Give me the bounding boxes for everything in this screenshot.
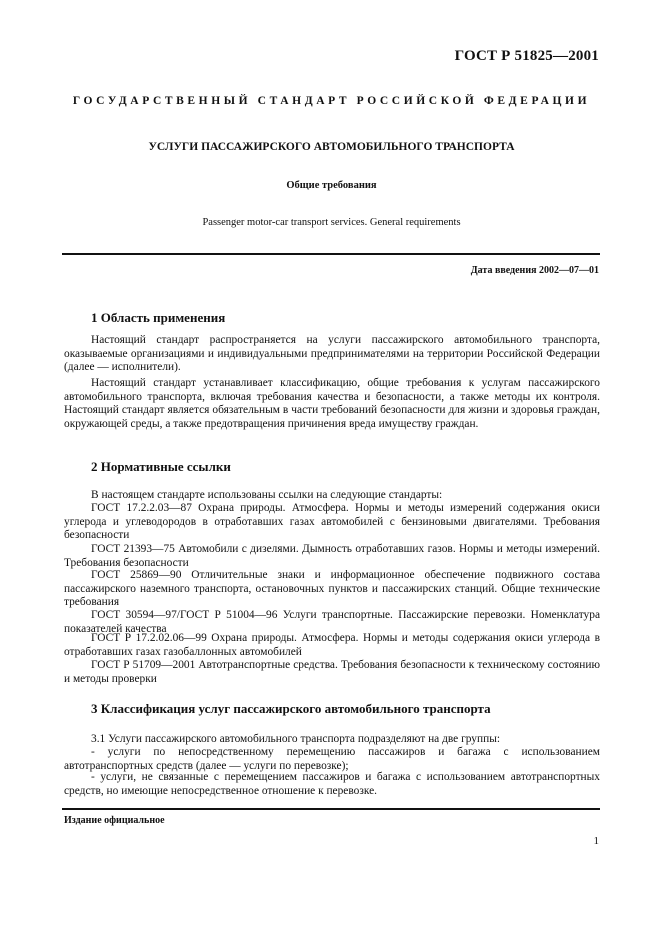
document-title: УСЛУГИ ПАССАЖИРСКОГО АВТОМОБИЛЬНОГО ТРАНСПОРТА (148, 141, 515, 153)
edition-note: Издание официальное (64, 815, 165, 826)
reference-item: ГОСТ Р 51709—2001 Автотранспортные средства. Требования безопасности к техническому состоянию и методы проверки (64, 659, 600, 685)
section-1-paragraph: Настоящий стандарт устанавливает классификацию, общие требования к услугам пассажирского автомобильного транспорта, включая требования качества и безопасности, а также методы их контроля. Настоящий стандарт является обязательным в части требований безопасности для жизни и здоровья граждан, окружающей среды, а также предотвращения причинения вреда имуществу граждан. (64, 377, 600, 430)
reference-item: ГОСТ 21393—75 Автомобили с дизелями. Дымность отработавших газов. Нормы и методы измерений. Требования безопасности (64, 543, 600, 569)
state-standard-heading: ГОСУДАРСТВЕННЫЙ СТАНДАРТ РОССИЙСКОЙ ФЕДЕРАЦИИ (72, 95, 591, 107)
document-subtitle: Общие требования (286, 180, 377, 191)
section-1-heading: 1 Область применения (91, 310, 226, 325)
reference-intro: В настоящем стандарте использованы ссылки на следующие стандарты: (91, 489, 443, 501)
top-divider (62, 253, 600, 255)
reference-item: ГОСТ 17.2.2.03—87 Охрана природы. Атмосфера. Нормы и методы измерений содержания окиси углерода и углеводородов в отработавших газах автомобилей с бензиновыми двигателями. Требования безопасности (64, 502, 600, 541)
standard-number: ГОСТ Р 51825—2001 (454, 48, 599, 64)
reference-item: ГОСТ Р 17.2.02.06—99 Охрана природы. Атмосфера. Нормы и методы содержания окиси углерода в отработавших газах газобаллонных автомобилей (64, 632, 600, 658)
section-2-heading: 2 Нормативные ссылки (91, 459, 231, 474)
section-1-paragraph: Настоящий стандарт распространяется на услуги пассажирского автомобильного транспорта, оказываемые организациями и индивидуальными предпринимателями на территории Российской Федерации (далее — исполнители). (64, 334, 600, 373)
clause-3-1: 3.1 Услуги пассажирского автомобильного транспорта подразделяют на две группы: (91, 733, 501, 745)
clause-list-item: - услуги по непосредственному перемещению пассажиров и багажа с использованием автотранспортных средств (далее — услуги по перевозке); (64, 746, 600, 772)
bottom-divider (62, 808, 600, 810)
section-3-heading: 3 Классификация услуг пассажирского автомобильного транспорта (91, 701, 491, 716)
reference-item: ГОСТ 30594—97/ГОСТ Р 51004—96 Услуги транспортные. Пассажирские перевозки. Номенклатура показателей качества (64, 609, 600, 635)
reference-item: ГОСТ 25869—90 Отличительные знаки и информационное обеспечение подвижного состава пассажирского наземного транспорта, остановочных пунктов и пассажирских станций. Общие технические требования (64, 569, 600, 608)
effective-date: Дата введения 2002—07—01 (470, 265, 599, 276)
page-number: 1 (593, 835, 599, 847)
clause-list-item: - услуги, не связанные с перемещением пассажиров и багажа с использованием автотранспортных средств, но имеющие непосредственное отношение к перевозке. (64, 771, 600, 797)
english-title: Passenger motor-car transport services. General requirements (202, 217, 461, 228)
